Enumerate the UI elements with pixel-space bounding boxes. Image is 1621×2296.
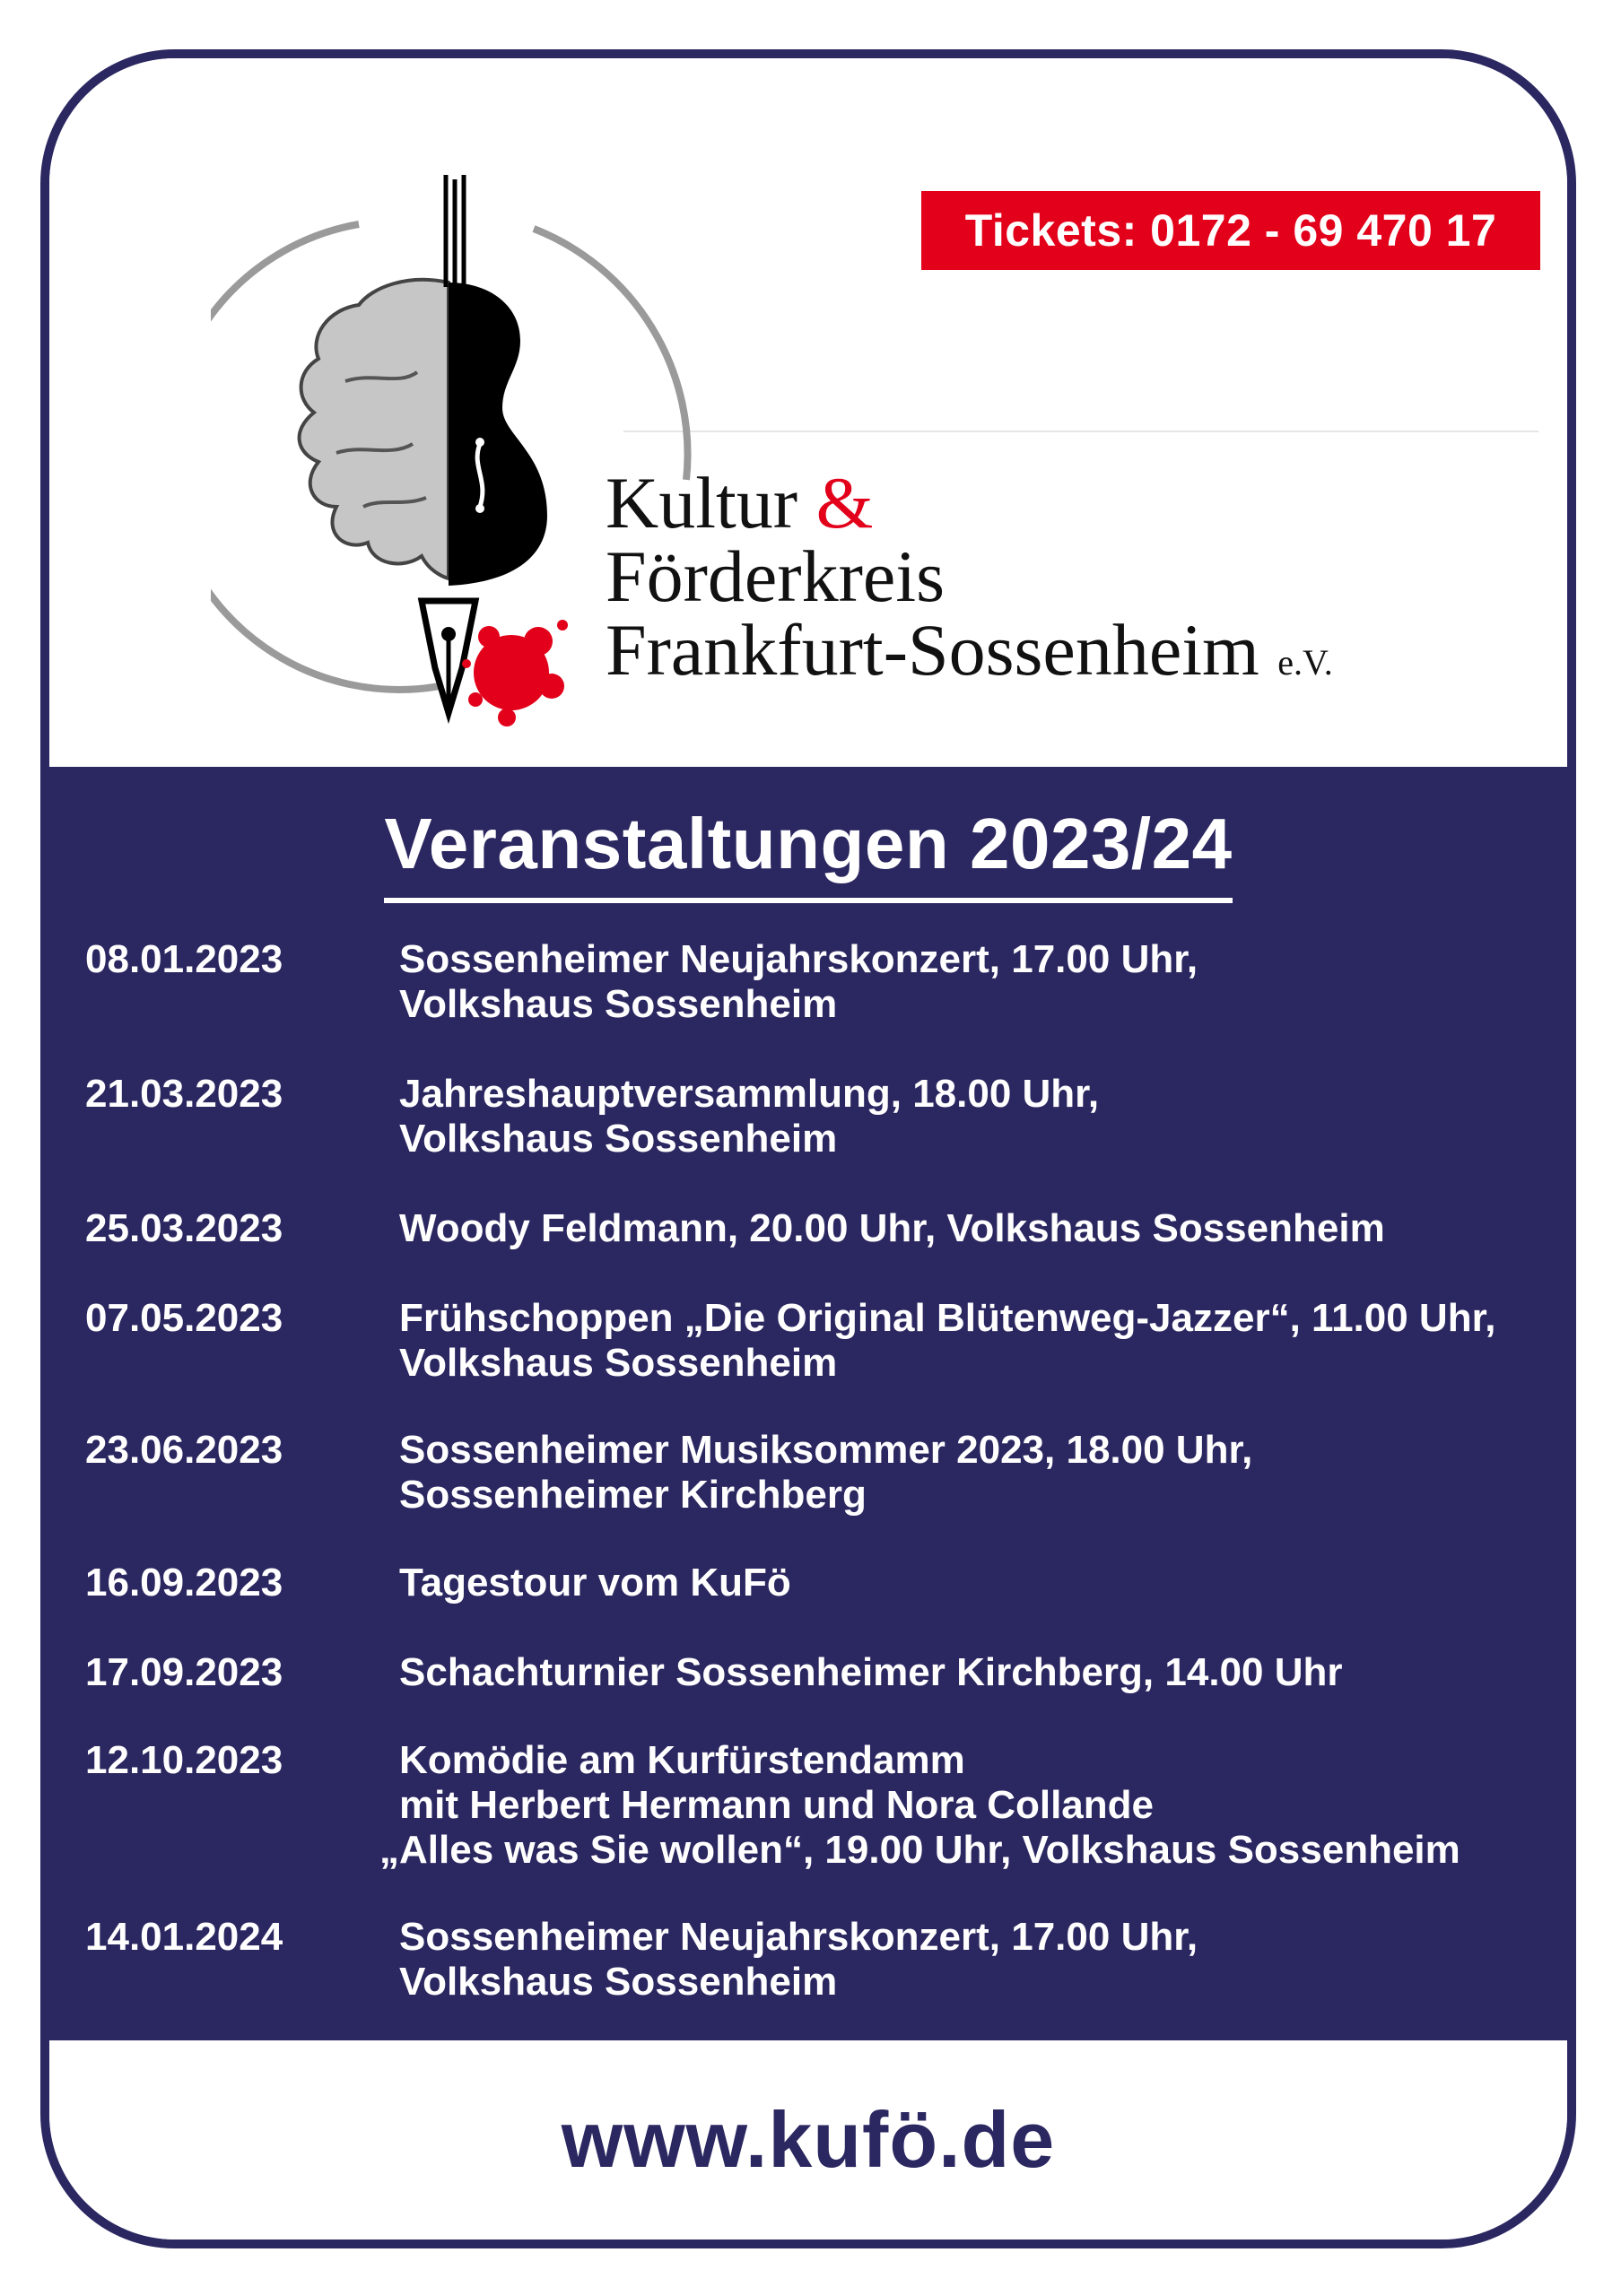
event-date: 25.03.2023 [85,1206,283,1250]
events-panel [49,767,1567,2040]
website-link[interactable]: www.kufö.de [561,2095,1056,2184]
event-text: Sossenheimer Musiksommer 2023, 18.00 Uhr, [399,1428,1253,1472]
organisation-name [606,462,1333,700]
org-line-2: Förderkreis [606,535,946,617]
event-date: 23.06.2023 [85,1428,283,1472]
org-line-3: Frankfurt-Sossenheim [606,609,1259,691]
event-date: 07.05.2023 [85,1296,283,1340]
event-text: Sossenheimer Neujahrskonzert, 17.00 Uhr, [399,937,1198,981]
event-text: Komödie am Kurfürstendamm [399,1738,965,1782]
header [49,58,1567,767]
events-title: Veranstaltungen 2023/24 [384,803,1232,903]
divider [623,430,1538,432]
tree-half-icon [300,280,449,578]
event-date: 14.01.2024 [85,1915,283,1959]
event-text: Volkshaus Sossenheim [399,1117,838,1161]
double-bass-icon [446,175,547,586]
event-text: Sossenheimer Neujahrskonzert, 17.00 Uhr, [399,1915,1198,1959]
org-suffix: e.V. [1277,642,1333,683]
event-date: 08.01.2023 [85,937,283,981]
event-date: 16.09.2023 [85,1561,283,1605]
event-text: Volkshaus Sossenheim [399,1341,838,1385]
event-date: 12.10.2023 [85,1738,283,1782]
event-text: Sossenheimer Kirchberg [399,1473,867,1517]
poster-frame [40,49,1576,2248]
ink-splash-icon [462,620,568,726]
org-line-1: Kultur [606,462,798,544]
event-text: Tagestour vom KuFö [399,1561,791,1605]
fountain-pen-nib-icon [422,601,475,713]
footer [49,2040,1567,2248]
tickets-banner: Tickets: 0172 - 69 470 17 [921,191,1540,270]
event-text: Volkshaus Sossenheim [399,1960,838,2004]
event-date: 21.03.2023 [85,1072,283,1116]
event-text: Frühschoppen „Die Original Blütenweg-Jazzer“, 11.00 Uhr, [399,1296,1496,1340]
event-text: Jahreshauptversammlung, 18.00 Uhr, [399,1072,1100,1116]
event-text: „Alles was Sie wollen“, 19.00 Uhr, Volkshaus Sossenheim [379,1828,1460,1872]
event-text: mit Herbert Hermann und Nora Collande [399,1783,1155,1827]
event-text: Volkshaus Sossenheim [399,982,838,1026]
event-text: Woody Feldmann, 20.00 Uhr, Volkshaus Sossenheim [399,1206,1385,1250]
org-ampersand: & [815,462,874,544]
event-text: Schachturnier Sossenheimer Kirchberg, 14.00 Uhr [399,1650,1343,1694]
event-date: 17.09.2023 [85,1650,283,1694]
